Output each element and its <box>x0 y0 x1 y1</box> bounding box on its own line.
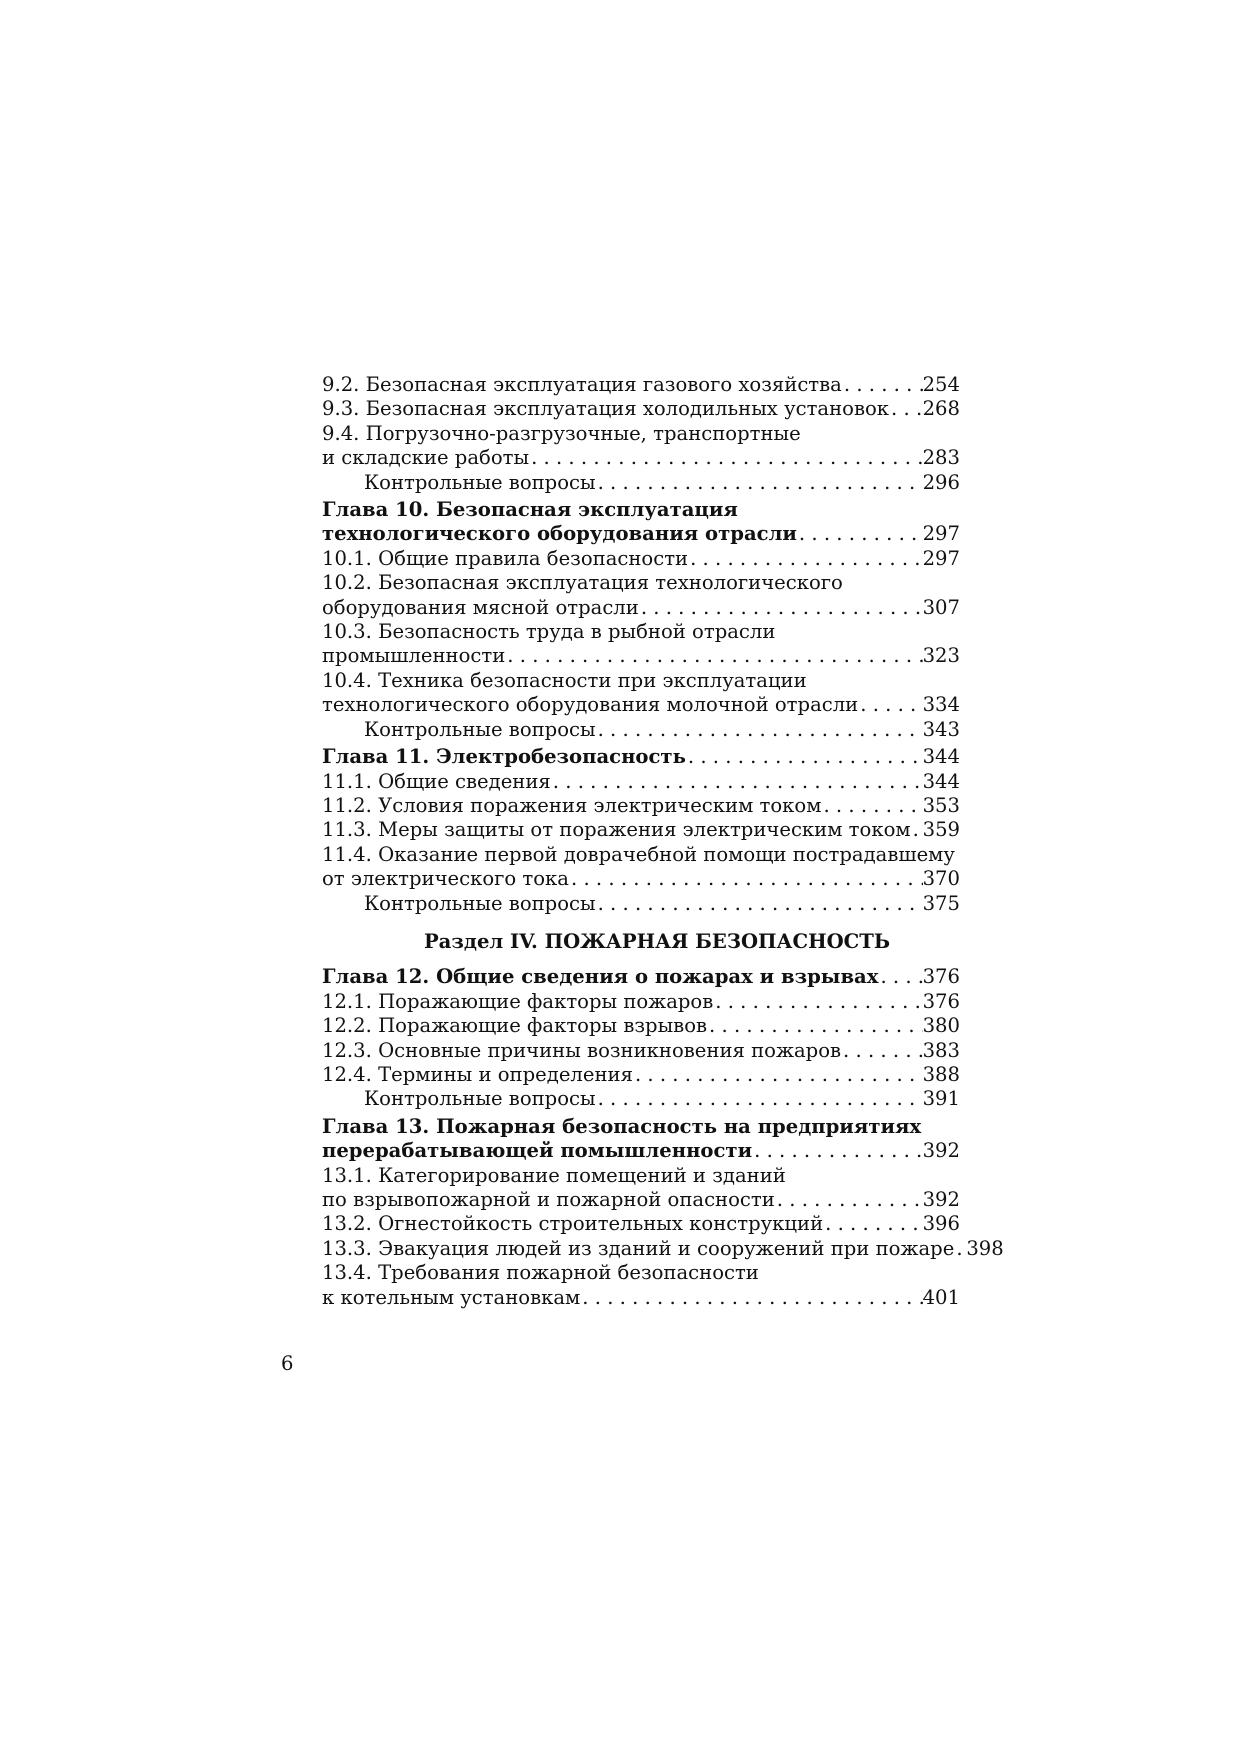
dot-leader <box>596 718 923 742</box>
toc-entry-page: 388 <box>922 1062 960 1086</box>
dot-leader <box>878 965 922 989</box>
toc-entry <box>322 818 960 842</box>
dot-leader <box>707 1014 923 1038</box>
toc-entry-title: 12.3. Основные причины возникновения пожаров <box>322 1038 842 1062</box>
toc-entry-title: 9.2. Безопасная эксплуатация газового хозяйства <box>322 373 842 396</box>
toc-entry-page: 254 <box>922 373 960 396</box>
toc-entry <box>322 547 960 571</box>
toc-entry-page: 307 <box>922 595 960 619</box>
toc-entry-title: к котельным установкам <box>322 1285 581 1309</box>
toc-entry <box>322 1236 1004 1261</box>
toc-entry-title: технологического оборудования молочной отрасли <box>322 693 859 717</box>
toc-chapter <box>322 1139 960 1163</box>
toc-entry-page: 401 <box>922 1285 960 1309</box>
toc-entry-title: 13.2. Огнестойкость строительных конструкций <box>322 1212 824 1236</box>
dot-leader <box>505 644 922 668</box>
toc-entry-page: 268 <box>922 397 960 421</box>
toc-entry-page: 370 <box>922 867 960 891</box>
dot-leader <box>551 770 923 794</box>
toc-entry <box>322 1014 960 1038</box>
toc-entry-page: 380 <box>922 1014 960 1038</box>
toc-entry <box>322 644 960 668</box>
toc-entry <box>322 1286 960 1310</box>
toc-entry-page: 343 <box>922 717 960 741</box>
dot-leader <box>775 1188 923 1212</box>
toc-entry-page: 398 <box>966 1236 1004 1260</box>
toc-entry <box>322 693 960 717</box>
toc-entry-title: 11.3. Меры защиты от поражения электрическим током <box>322 818 911 842</box>
toc-entry <box>322 596 960 620</box>
toc-entry <box>322 1188 960 1212</box>
toc-entry <box>322 1063 960 1087</box>
dot-leader <box>889 397 923 421</box>
toc-entry-page: 297 <box>922 522 960 546</box>
toc-entry-title: по взрывопожарной и пожарной опасности <box>322 1188 775 1211</box>
dot-leader <box>841 1039 923 1063</box>
dot-leader <box>797 522 923 546</box>
toc-entry <box>322 373 960 397</box>
dot-leader <box>569 867 923 891</box>
toc-entry-title: Контрольные вопросы <box>364 470 596 494</box>
toc-chapter <box>322 745 960 769</box>
page-number: 6 <box>281 1352 294 1375</box>
toc-entry-page: 375 <box>922 891 960 915</box>
toc-entry-title: 11.2. Условия поражения электрическим током <box>322 793 822 817</box>
toc-entry-page: 344 <box>922 745 960 769</box>
toc-entry-page: 383 <box>922 1038 960 1062</box>
dot-leader <box>842 373 923 397</box>
toc-entry-questions <box>322 1087 960 1111</box>
dot-leader <box>954 1237 966 1261</box>
toc-entry-page: 392 <box>922 1188 960 1211</box>
chapter-title: технологического оборудования отрасли <box>322 522 797 546</box>
chapter-title: Глава 12. Общие сведения о пожарах и взрывах <box>322 965 879 989</box>
toc-entry-page: 392 <box>922 1139 960 1163</box>
toc-entry-page: 391 <box>922 1087 960 1111</box>
toc-entry-first-line: 9.4. Погрузочно-разгрузочные, транспортные <box>322 421 801 445</box>
toc-entry <box>322 1039 960 1063</box>
toc-entry-title: 9.3. Безопасная эксплуатация холодильных установок <box>322 397 890 421</box>
toc-entry-title: 12.4. Термины и определения <box>322 1062 633 1086</box>
toc-entry <box>322 770 960 794</box>
toc-entry-first-line: 13.4. Требования пожарной безопасности <box>322 1261 759 1285</box>
chapter-title: Глава 11. Электробезопасность <box>322 745 686 769</box>
toc-entry-questions <box>322 471 960 495</box>
dot-leader <box>686 745 923 769</box>
toc-entry-page: 334 <box>922 693 960 717</box>
toc-entry <box>322 397 960 421</box>
chapter-title-first-line: Глава 13. Пожарная безопасность на предприятиях <box>322 1114 922 1138</box>
toc-entry <box>322 446 960 470</box>
dot-leader <box>529 446 923 470</box>
toc-chapter <box>322 522 960 546</box>
toc-entry-first-line: 10.3. Безопасность труда в рыбной отрасли <box>322 620 776 644</box>
toc-entry-page: 359 <box>922 818 961 842</box>
toc-entry-title: от электрического тока <box>322 867 569 891</box>
dot-leader <box>858 693 922 717</box>
toc-entry-title: 13.3. Эвакуация людей из зданий и сооружений при пожаре <box>322 1236 955 1260</box>
toc-chapter <box>322 965 960 989</box>
toc-entry-page: 283 <box>922 446 960 470</box>
toc-entry <box>322 1212 960 1236</box>
chapter-title: перерабатывающей помышленности <box>322 1139 753 1163</box>
toc-entry-title: 11.1. Общие сведения <box>322 769 551 793</box>
dot-leader <box>713 990 922 1014</box>
toc-entry-title: Контрольные вопросы <box>364 1087 596 1111</box>
dot-leader <box>821 794 922 818</box>
toc-entry-page: 296 <box>922 470 960 494</box>
toc-entry-questions <box>322 892 960 916</box>
chapter-title-first-line: Глава 10. Безопасная эксплуатация <box>322 498 738 522</box>
toc-entry-title: промышленности <box>322 644 506 668</box>
dot-leader <box>752 1139 922 1163</box>
toc-entry-first-line: 10.2. Безопасная эксплуатация технологического <box>322 571 843 595</box>
dot-leader <box>911 818 923 842</box>
section-heading: Раздел IV. ПОЖАРНАЯ БЕЗОПАСНОСТЬ <box>423 929 891 953</box>
toc-entry-page: 396 <box>922 1212 960 1236</box>
toc-entry-title: 12.1. Поражающие факторы пожаров <box>322 989 714 1013</box>
dot-leader <box>688 547 923 571</box>
toc-entry-page: 376 <box>922 965 960 989</box>
toc-entry-first-line: 10.4. Техника безопасности при эксплуатации <box>322 668 807 692</box>
toc-entry-page: 323 <box>922 644 960 668</box>
dot-leader <box>596 1087 923 1111</box>
table-of-contents <box>322 373 1004 1310</box>
toc-entry-title: Контрольные вопросы <box>364 891 596 915</box>
toc-entry-title: и складские работы <box>322 446 530 470</box>
dot-leader <box>639 596 923 620</box>
toc-entry-title: Контрольные вопросы <box>364 717 596 741</box>
toc-entry-first-line: 13.1. Категорирование помещений и зданий <box>322 1163 786 1187</box>
toc-entry <box>322 867 960 891</box>
dot-leader <box>596 471 923 495</box>
dot-leader <box>596 892 923 916</box>
dot-leader <box>580 1286 922 1310</box>
toc-entry-questions <box>322 718 960 742</box>
dot-leader <box>823 1212 922 1236</box>
toc-entry-title: 10.1. Общие правила безопасности <box>322 546 689 570</box>
toc-entry <box>322 794 960 818</box>
toc-entry <box>322 990 960 1014</box>
toc-entry-title: 12.2. Поражающие факторы взрывов <box>322 1014 708 1038</box>
toc-entry-page: 297 <box>922 546 960 570</box>
toc-entry-page: 353 <box>922 793 960 817</box>
toc-entry-first-line: 11.4. Оказание первой доврачебной помощи пострадавшему <box>322 842 955 866</box>
toc-entry-title: оборудования мясной отрасли <box>322 595 639 619</box>
toc-entry-page: 376 <box>922 989 960 1013</box>
toc-entry-page: 344 <box>922 769 960 793</box>
dot-leader <box>633 1063 923 1087</box>
